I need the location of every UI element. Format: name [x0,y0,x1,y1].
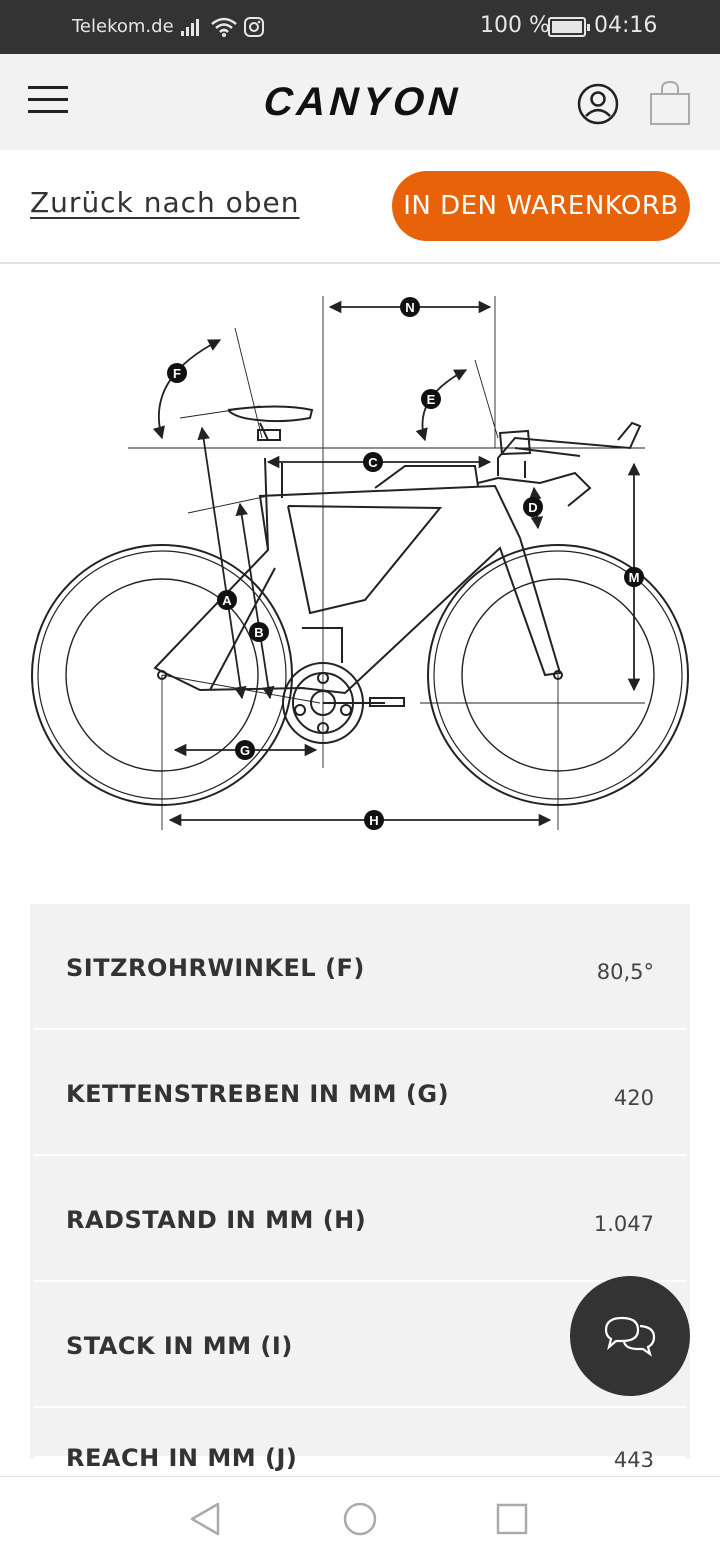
home-circle-icon[interactable] [342,1501,378,1537]
battery-icon [548,17,586,37]
signal-icon [180,17,204,37]
hamburger-menu-icon[interactable] [28,84,68,114]
wifi-icon [210,16,238,38]
row-value: 420 [613,1086,654,1110]
site-header [0,54,720,150]
status-icons [180,14,264,40]
saddle [228,407,312,441]
badge-f [167,363,187,383]
badge-g [235,740,255,760]
clock: 04:16 [594,13,658,38]
instagram-icon [244,17,264,37]
svg-text:H: H [369,813,379,828]
svg-text:M: M [628,570,640,585]
row-label: SITZROHRWINKEL (F) [66,954,365,982]
badge-a [217,590,237,610]
badge-n [400,297,420,317]
account-icon[interactable] [576,82,620,126]
svg-text:E: E [426,392,436,407]
system-navigation-bar [0,1476,720,1560]
shopping-bag-icon[interactable] [648,80,692,126]
row-value: 80,5° [596,960,654,984]
badge-e [421,389,441,409]
sticky-action-bar [0,150,720,264]
svg-text:N: N [405,300,415,315]
badge-c [363,452,383,472]
status-bar [0,0,720,54]
row-label: RADSTAND IN MM (H) [66,1206,367,1234]
badge-m [624,567,644,587]
row-value: 443 [613,1448,654,1472]
svg-text:D: D [528,500,538,515]
table-row [34,904,686,1030]
table-row [34,1030,686,1156]
badge-d [523,497,543,517]
dimension-badges [167,297,644,830]
bike-frame [155,423,640,693]
svg-text:C: C [368,455,378,470]
row-label: REACH IN MM (J) [66,1444,298,1472]
table-row [34,1408,686,1472]
badge-h [364,810,384,830]
row-value: 1.047 [593,1212,654,1236]
battery-percent: 100 % [480,13,550,38]
svg-text:F: F [173,366,181,381]
badge-b [249,622,269,642]
add-to-cart-button[interactable]: IN DEN WARENKORB [392,171,690,241]
svg-text:B: B [254,625,264,640]
back-to-top-link[interactable]: Zurück nach oben [30,186,300,219]
back-triangle-icon[interactable] [188,1501,222,1537]
bike-geometry-diagram [20,278,710,838]
carrier-name: Telekom.de [72,16,174,37]
svg-text:G: G [239,743,251,758]
svg-text:A: A [222,593,232,608]
canyon-logo[interactable] [230,78,490,124]
svg-text:CANYON: CANYON [258,78,468,124]
chat-bubbles-icon [602,1314,658,1358]
recents-square-icon[interactable] [496,1503,528,1535]
row-label: STACK IN MM (I) [66,1332,293,1360]
chat-button[interactable] [570,1276,690,1396]
row-label: KETTENSTREBEN IN MM (G) [66,1080,450,1108]
table-row [34,1156,686,1282]
